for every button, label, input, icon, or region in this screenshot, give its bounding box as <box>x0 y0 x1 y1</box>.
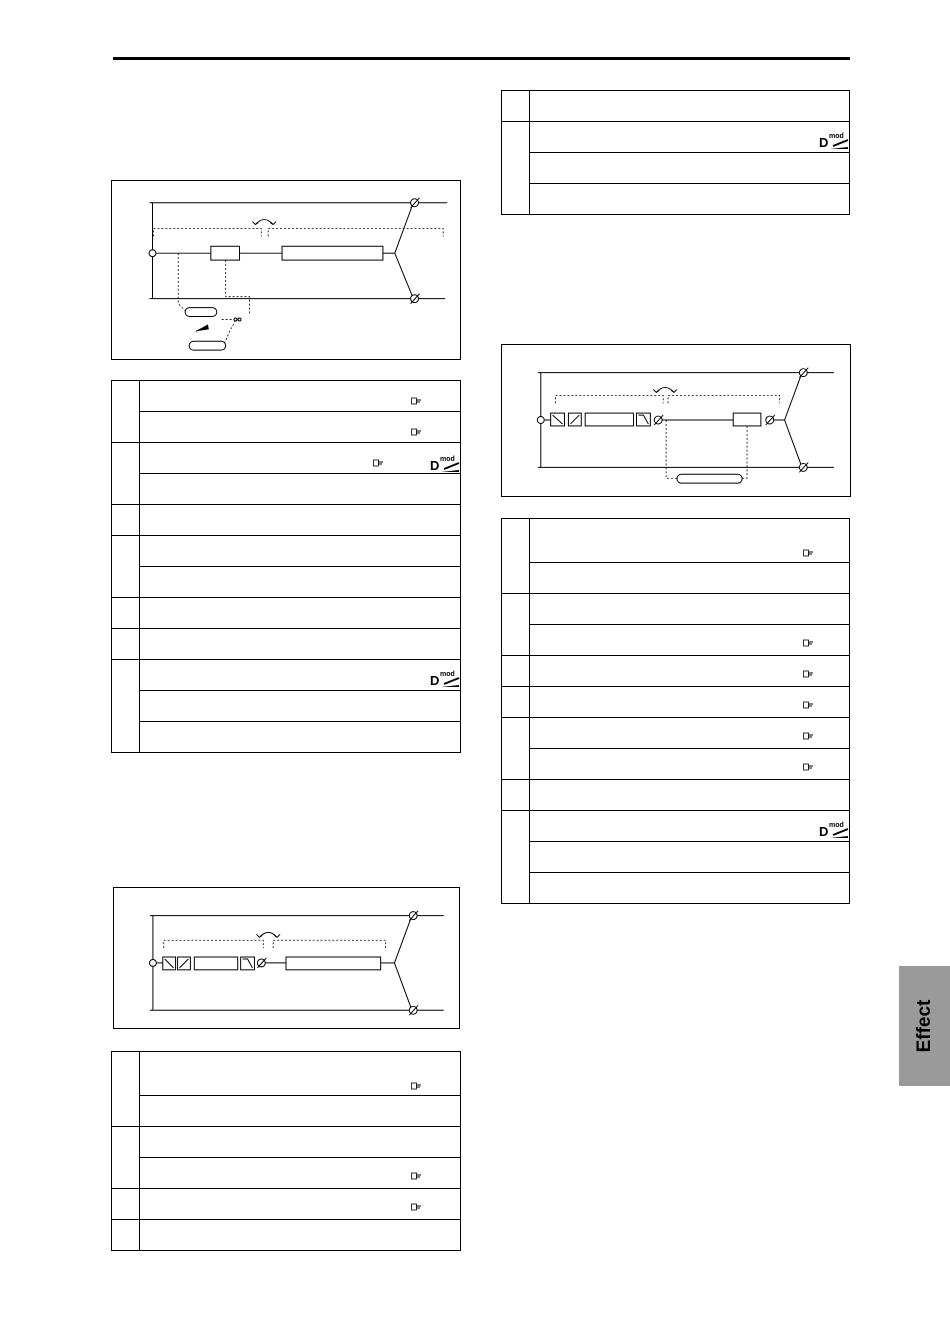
row-number-cell <box>112 1189 140 1220</box>
table-row <box>502 656 850 687</box>
row-number-cell <box>502 811 530 904</box>
param-cell <box>530 749 850 780</box>
table-row <box>112 1096 461 1127</box>
table-row <box>112 1158 461 1189</box>
table-row <box>112 381 461 412</box>
param-cell <box>530 811 850 842</box>
param-cell <box>530 718 850 749</box>
param-cell <box>140 536 461 567</box>
dmod-icon <box>430 672 460 688</box>
param-cell <box>140 1220 461 1251</box>
table-row <box>502 873 850 904</box>
reference-pointer-icon <box>803 732 814 740</box>
param-cell <box>530 153 850 184</box>
row-number-cell <box>502 519 530 594</box>
table-row <box>112 474 461 505</box>
dmod-icon <box>819 134 849 150</box>
reference-pointer-icon <box>803 549 814 557</box>
table-row <box>502 625 850 656</box>
row-number-cell <box>502 656 530 687</box>
table-row <box>112 629 461 660</box>
param-cell <box>140 660 461 691</box>
table-row <box>112 1127 461 1158</box>
row-number-cell <box>112 536 140 598</box>
param-table-3 <box>501 90 850 215</box>
reference-pointer-icon <box>411 428 422 436</box>
table-row <box>112 412 461 443</box>
dmod-icon <box>430 457 460 473</box>
param-cell <box>140 722 461 753</box>
dmod-mod-letter: mod <box>440 456 455 463</box>
param-cell <box>140 443 461 474</box>
row-number-cell <box>502 594 530 656</box>
param-cell <box>140 381 461 412</box>
signal-flow-svg-3 <box>502 345 850 496</box>
table-row <box>112 722 461 753</box>
dmod-d-letter: D <box>819 824 829 839</box>
reference-pointer-icon <box>411 1203 422 1211</box>
table-row <box>112 1189 461 1220</box>
dmod-d-letter: D <box>430 673 440 688</box>
param-cell <box>140 1052 461 1096</box>
param-cell <box>530 687 850 718</box>
row-number-cell <box>502 780 530 811</box>
param-cell <box>530 184 850 215</box>
param-cell <box>140 505 461 536</box>
dmod-mod-letter: mod <box>829 822 844 829</box>
block-diagram-3 <box>501 344 851 497</box>
block-diagram-1 <box>111 180 461 360</box>
side-tab-label: Effect <box>913 999 935 1053</box>
reference-pointer-icon <box>803 639 814 647</box>
dmod-d-letter: D <box>819 135 829 150</box>
signal-flow-svg-2 <box>114 888 459 1028</box>
param-cell <box>530 91 850 122</box>
row-number-cell <box>112 443 140 505</box>
param-cell <box>530 656 850 687</box>
table-row <box>112 598 461 629</box>
table-row <box>502 122 850 153</box>
table-row <box>112 691 461 722</box>
param-cell <box>530 625 850 656</box>
param-cell <box>140 629 461 660</box>
table-row <box>502 811 850 842</box>
table-row <box>112 505 461 536</box>
row-number-cell <box>112 505 140 536</box>
table-row <box>502 563 850 594</box>
param-cell <box>530 594 850 625</box>
section-side-tab <box>899 966 950 1086</box>
param-cell <box>140 598 461 629</box>
table-row <box>112 567 461 598</box>
table-row <box>502 594 850 625</box>
param-cell <box>530 873 850 904</box>
table-row <box>502 780 850 811</box>
param-cell <box>140 567 461 598</box>
param-cell <box>140 1189 461 1220</box>
reference-pointer-icon <box>803 763 814 771</box>
param-cell <box>140 691 461 722</box>
reference-pointer-icon <box>373 459 384 467</box>
table-row <box>502 749 850 780</box>
row-number-cell <box>502 91 530 122</box>
row-number-cell <box>502 718 530 780</box>
table-row <box>112 536 461 567</box>
param-cell <box>530 122 850 153</box>
param-cell <box>140 412 461 443</box>
param-table-1 <box>111 380 461 753</box>
signal-flow-svg-1 <box>112 181 460 359</box>
dmod-icon <box>819 823 849 839</box>
reference-pointer-icon <box>411 397 422 405</box>
row-number-cell <box>112 629 140 660</box>
table-row <box>112 1052 461 1096</box>
param-table-2 <box>111 1051 461 1251</box>
reference-pointer-icon <box>411 1172 422 1180</box>
table-row <box>502 718 850 749</box>
row-number-cell <box>112 381 140 443</box>
table-row <box>502 91 850 122</box>
dmod-mod-letter: mod <box>440 671 455 678</box>
top-rule <box>113 57 850 60</box>
table-row <box>502 153 850 184</box>
dmod-mod-letter: mod <box>829 133 844 140</box>
dmod-d-letter: D <box>430 458 440 473</box>
row-number-cell <box>112 1220 140 1251</box>
param-cell <box>530 780 850 811</box>
param-cell <box>530 563 850 594</box>
param-table-4 <box>501 518 850 904</box>
table-row <box>112 1220 461 1251</box>
reference-pointer-icon <box>803 701 814 709</box>
table-row <box>502 842 850 873</box>
param-cell <box>140 474 461 505</box>
param-cell <box>140 1127 461 1158</box>
param-cell <box>140 1096 461 1127</box>
row-number-cell <box>112 660 140 753</box>
table-row <box>502 687 850 718</box>
param-cell <box>140 1158 461 1189</box>
block-diagram-2 <box>113 887 460 1029</box>
reference-pointer-icon <box>411 1082 422 1090</box>
row-number-cell <box>112 598 140 629</box>
table-row <box>112 443 461 474</box>
table-row <box>502 519 850 563</box>
row-number-cell <box>112 1127 140 1189</box>
param-cell <box>530 842 850 873</box>
reference-pointer-icon <box>803 670 814 678</box>
row-number-cell <box>112 1052 140 1127</box>
row-number-cell <box>502 687 530 718</box>
param-cell <box>530 519 850 563</box>
row-number-cell <box>502 122 530 215</box>
table-row <box>502 184 850 215</box>
table-row <box>112 660 461 691</box>
